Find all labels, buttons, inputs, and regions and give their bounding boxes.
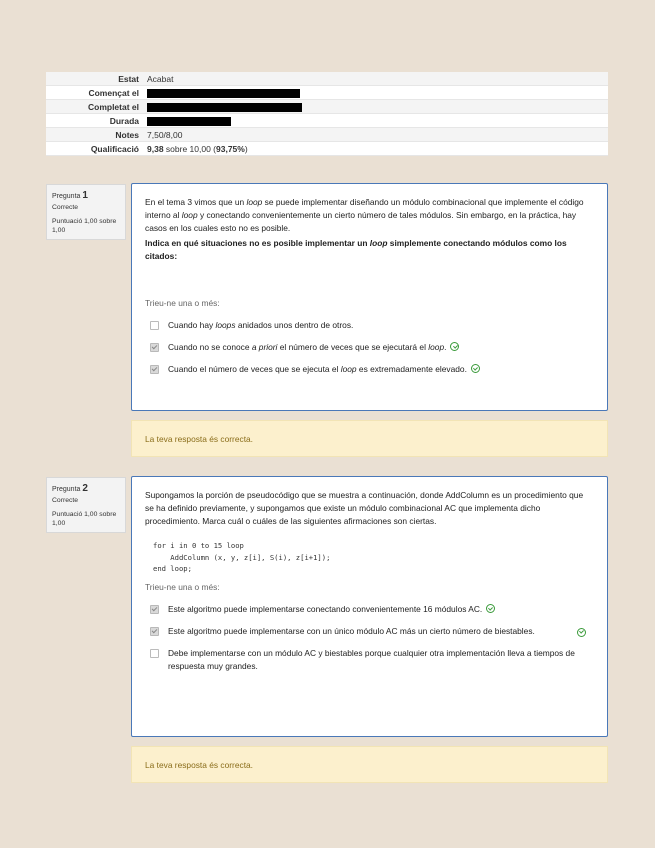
- option-label: Este algoritmo puede implementarse con un único módulo AC más un cierto número de biestables.: [168, 625, 535, 636]
- feedback-text: La teva resposta és correcta.: [145, 759, 253, 770]
- question-content-2: [131, 476, 608, 737]
- option-label: Este algoritmo puede implementarse conectando convenientemente 16 módulos AC.: [168, 603, 495, 616]
- question-number: 1: [82, 190, 88, 201]
- checkbox[interactable]: [150, 649, 159, 658]
- correct-check-icon: [471, 364, 480, 373]
- redacted-value: [147, 103, 302, 112]
- option-label: Cuando hay loops anidados unos dentro de otros.: [168, 320, 354, 331]
- summary-label: Durada: [46, 114, 143, 128]
- summary-row-completed: [46, 100, 608, 114]
- answer-option[interactable]: [145, 647, 594, 673]
- summary-value: 9,38 sobre 10,00 (93,75%): [143, 142, 608, 156]
- correct-check-icon: [486, 604, 495, 613]
- feedback-box-2: [131, 746, 608, 783]
- question-text: En el tema 3 vimos que un loop se puede implementar diseñando un módulo combinacional que implemente el código interno al loop y conectando convenientemente un cierto número de tales módulos. Sin embargo, en la práctica, hay casos en los cuales esto no es posible.: [145, 197, 584, 234]
- question-content-1: [131, 183, 608, 411]
- checkbox[interactable]: [150, 321, 159, 330]
- grade-value: 9,38: [147, 143, 164, 154]
- summary-value: 7,50/8,00: [143, 128, 608, 142]
- checkbox-checked[interactable]: [150, 343, 159, 352]
- answer-option[interactable]: [145, 341, 594, 354]
- redacted-value: [147, 89, 300, 98]
- summary-row-started: [46, 86, 608, 100]
- summary-label: Estat: [46, 72, 143, 86]
- correct-check-icon: [450, 342, 459, 351]
- answer-option[interactable]: [145, 603, 594, 616]
- summary-label: Notes: [46, 128, 143, 142]
- checkbox-checked[interactable]: [150, 365, 159, 374]
- attempt-summary-table: [46, 72, 608, 156]
- question-instruction: Indica en qué situaciones no es posible implementar un loop simplemente conectando módulos como los citados:: [145, 238, 567, 262]
- select-prompt: Trieu-ne una o més:: [145, 581, 220, 592]
- summary-row-duration: [46, 114, 608, 128]
- summary-label: Completat el: [46, 100, 143, 114]
- feedback-box-1: [131, 420, 608, 457]
- summary-label: Qualificació: [46, 142, 143, 156]
- answer-option[interactable]: [145, 363, 594, 376]
- checkbox-checked[interactable]: [150, 605, 159, 614]
- summary-label: Començat el: [46, 86, 143, 100]
- feedback-text: La teva resposta és correcta.: [145, 433, 253, 444]
- grade-percent: 93,75%: [216, 143, 245, 154]
- question-state: Correcte: [52, 203, 79, 211]
- question-text: Supongamos la porción de pseudocódigo que se muestra a continuación, donde AddColumn es un procedimiento que se ha definido previamente, y supongamos que existe un módulo combinacional AC que implementa dicho procedimiento. Marca cuál o cuáles de las siguientes afirmaciones son ciertas.: [145, 490, 584, 527]
- question-number: 2: [82, 483, 88, 494]
- redacted-value: [147, 117, 231, 126]
- question-state: Correcte: [52, 496, 79, 504]
- checkbox-checked[interactable]: [150, 627, 159, 636]
- option-label: Cuando el número de veces que se ejecuta el loop es extremadamente elevado.: [168, 363, 480, 376]
- summary-row-grade: [46, 142, 608, 156]
- summary-row-marks: [46, 128, 608, 142]
- pseudocode-block: for i in 0 to 15 loop AddColumn (x, y, z[i], S(i), z[i+1]); end loop;: [153, 541, 331, 574]
- select-prompt: Trieu-ne una o més:: [145, 298, 220, 309]
- question-info-2: Pregunta 2 Correcte Puntuació 1,00 sobre 1,00: [46, 477, 126, 533]
- option-label: Debe implementarse con un módulo AC y biestables porque cualquier otra implementación lleva a tiempos de respuesta muy grandes.: [168, 647, 575, 671]
- summary-row-state: [46, 72, 608, 86]
- answer-option[interactable]: [145, 319, 594, 332]
- answer-option[interactable]: [145, 625, 594, 638]
- option-label: Cuando no se conoce a priori el número de veces que se ejecutará el loop.: [168, 341, 459, 354]
- question-score: Puntuació 1,00 sobre 1,00: [52, 217, 117, 234]
- question-score: Puntuació 1,00 sobre 1,00: [52, 510, 117, 527]
- correct-check-icon: [577, 628, 586, 637]
- question-info-1: Pregunta 1 Correcte Puntuació 1,00 sobre 1,00: [46, 184, 126, 240]
- summary-value: Acabat: [143, 72, 608, 86]
